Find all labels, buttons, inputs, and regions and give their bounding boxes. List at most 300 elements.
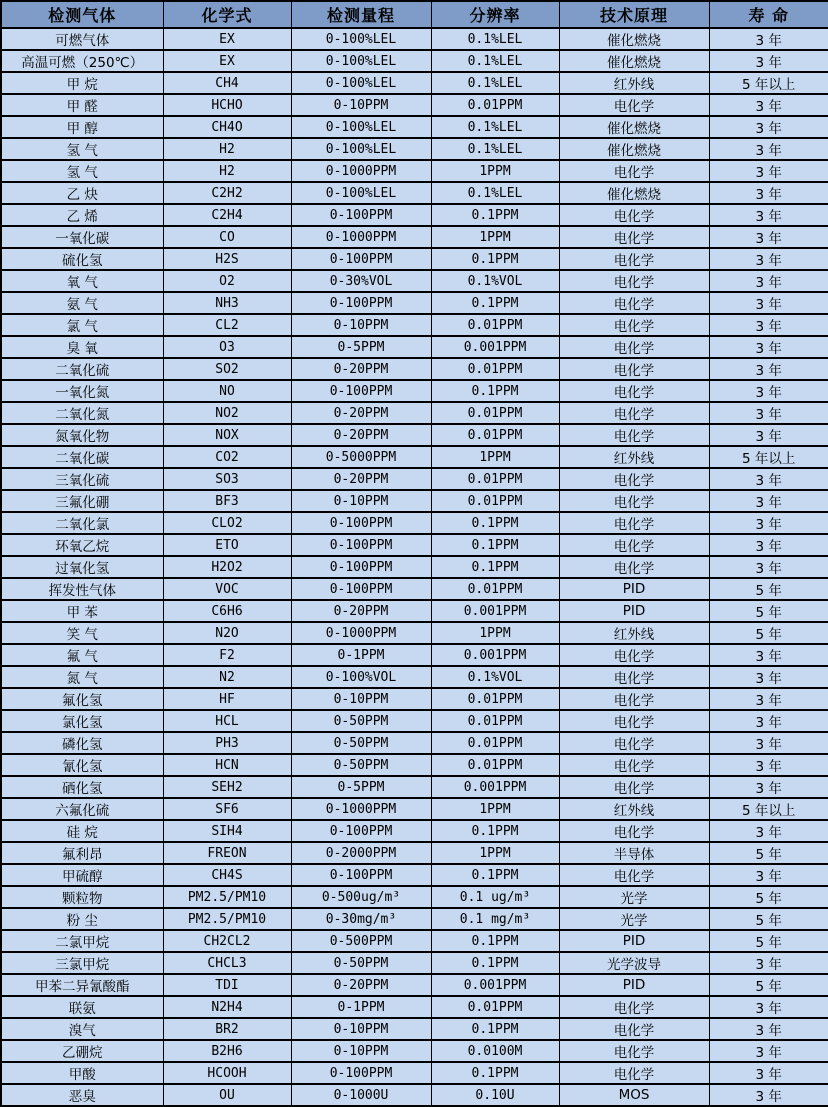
table-cell: C6H6	[163, 600, 291, 622]
table-row	[1, 292, 828, 314]
table-row	[1, 402, 828, 424]
table-cell: 0-100PPM	[291, 512, 431, 534]
table-cell: 氮 气	[1, 666, 163, 688]
table-cell: 氟利昂	[1, 842, 163, 864]
table-cell: 电化学	[559, 556, 709, 578]
table-cell: 3 年	[709, 380, 828, 402]
table-cell: SO2	[163, 358, 291, 380]
table-row	[1, 732, 828, 754]
table-body	[1, 28, 828, 1106]
table-cell: 3 年	[709, 666, 828, 688]
table-cell: 光学波导	[559, 952, 709, 974]
table-cell: 0.1PPM	[431, 952, 559, 974]
table-cell: 0.1%VOL	[431, 270, 559, 292]
table-cell: 过氧化氢	[1, 556, 163, 578]
table-cell: 3 年	[709, 314, 828, 336]
table-cell: 磷化氢	[1, 732, 163, 754]
table-cell: 催化燃烧	[559, 28, 709, 50]
table-cell: 3 年	[709, 424, 828, 446]
table-cell: 0.1PPM	[431, 534, 559, 556]
table-row	[1, 886, 828, 908]
table-cell: F2	[163, 644, 291, 666]
table-cell: 氯 气	[1, 314, 163, 336]
table-cell: 溴气	[1, 1018, 163, 1040]
table-cell: 0-1000PPM	[291, 798, 431, 820]
table-cell: 二氧化碳	[1, 446, 163, 468]
table-cell: 0-100%LEL	[291, 116, 431, 138]
table-cell: 甲 苯	[1, 600, 163, 622]
table-cell: 3 年	[709, 490, 828, 512]
table-cell: 氮氧化物	[1, 424, 163, 446]
table-row	[1, 50, 828, 72]
table-cell: 电化学	[559, 424, 709, 446]
table-cell: 5 年以上	[709, 798, 828, 820]
table-cell: 0-20PPM	[291, 424, 431, 446]
table-row	[1, 270, 828, 292]
table-cell: FREON	[163, 842, 291, 864]
table-cell: 3 年	[709, 292, 828, 314]
table-cell: 乙 烯	[1, 204, 163, 226]
table-row	[1, 974, 828, 996]
table-row	[1, 798, 828, 820]
table-cell: 3 年	[709, 556, 828, 578]
table-cell: 0-30%VOL	[291, 270, 431, 292]
table-cell: 0.1PPM	[431, 380, 559, 402]
table-cell: 0-100%LEL	[291, 72, 431, 94]
table-cell: 二氯甲烷	[1, 930, 163, 952]
table-cell: 0.1%LEL	[431, 72, 559, 94]
table-cell: 0-100%LEL	[291, 28, 431, 50]
table-cell: 3 年	[709, 336, 828, 358]
table-cell: 0-50PPM	[291, 732, 431, 754]
table-cell: 5 年以上	[709, 446, 828, 468]
table-row	[1, 490, 828, 512]
table-cell: 硅 烷	[1, 820, 163, 842]
table-cell: 电化学	[559, 358, 709, 380]
table-row	[1, 622, 828, 644]
table-cell: NO2	[163, 402, 291, 424]
table-row	[1, 556, 828, 578]
table-cell: 0.01PPM	[431, 578, 559, 600]
table-cell: 3 年	[709, 754, 828, 776]
table-cell: O2	[163, 270, 291, 292]
table-cell: 0-100%VOL	[291, 666, 431, 688]
table-row	[1, 754, 828, 776]
table-row	[1, 864, 828, 886]
table-cell: 光学	[559, 886, 709, 908]
table-row	[1, 776, 828, 798]
table-row	[1, 996, 828, 1018]
table-cell: 3 年	[709, 226, 828, 248]
table-row	[1, 226, 828, 248]
table-cell: 0.1PPM	[431, 930, 559, 952]
table-cell: 氢 气	[1, 160, 163, 182]
table-row	[1, 380, 828, 402]
table-cell: 0.1PPM	[431, 556, 559, 578]
table-cell: 0-1000U	[291, 1084, 431, 1106]
table-cell: H2O2	[163, 556, 291, 578]
table-cell: 电化学	[559, 248, 709, 270]
table-cell: 0-100PPM	[291, 248, 431, 270]
table-cell: 电化学	[559, 776, 709, 798]
table-row	[1, 204, 828, 226]
table-cell: N2O	[163, 622, 291, 644]
table-cell: 0.1PPM	[431, 292, 559, 314]
table-cell: 3 年	[709, 820, 828, 842]
table-cell: 5 年以上	[709, 72, 828, 94]
table-cell: 催化燃烧	[559, 50, 709, 72]
table-cell: HCOOH	[163, 1062, 291, 1084]
table-cell: 0-20PPM	[291, 600, 431, 622]
table-cell: 3 年	[709, 996, 828, 1018]
table-cell: 0-10PPM	[291, 490, 431, 512]
table-row	[1, 116, 828, 138]
table-cell: 0.1PPM	[431, 1018, 559, 1040]
table-cell: 0.001PPM	[431, 644, 559, 666]
table-cell: 3 年	[709, 160, 828, 182]
table-cell: 三氧化硫	[1, 468, 163, 490]
table-cell: 0.01PPM	[431, 468, 559, 490]
table-cell: 甲 醛	[1, 94, 163, 116]
table-cell: 笑 气	[1, 622, 163, 644]
header-cell-2: 检测量程	[291, 1, 431, 28]
table-cell: 3 年	[709, 182, 828, 204]
table-cell: OU	[163, 1084, 291, 1106]
table-cell: 0-20PPM	[291, 974, 431, 996]
table-cell: 电化学	[559, 1018, 709, 1040]
table-cell: 0.01PPM	[431, 754, 559, 776]
table-cell: ETO	[163, 534, 291, 556]
table-cell: 1PPM	[431, 798, 559, 820]
table-cell: CLO2	[163, 512, 291, 534]
table-cell: 0.10U	[431, 1084, 559, 1106]
table-cell: 3 年	[709, 94, 828, 116]
table-cell: 3 年	[709, 204, 828, 226]
table-cell: 1PPM	[431, 622, 559, 644]
table-cell: BF3	[163, 490, 291, 512]
table-cell: 氯化氢	[1, 710, 163, 732]
table-cell: 0.1%LEL	[431, 138, 559, 160]
table-cell: HCL	[163, 710, 291, 732]
table-row	[1, 710, 828, 732]
table-cell: 5 年	[709, 578, 828, 600]
table-cell: 红外线	[559, 622, 709, 644]
table-cell: 5 年	[709, 886, 828, 908]
table-cell: 一氧化碳	[1, 226, 163, 248]
table-cell: 0.1%LEL	[431, 50, 559, 72]
table-cell: 二氧化氮	[1, 402, 163, 424]
table-cell: 0.0100M	[431, 1040, 559, 1062]
table-cell: 电化学	[559, 160, 709, 182]
table-cell: 甲硫醇	[1, 864, 163, 886]
table-cell: 0.01PPM	[431, 424, 559, 446]
table-cell: 0-10PPM	[291, 1040, 431, 1062]
table-cell: 电化学	[559, 204, 709, 226]
table-cell: 0-100%LEL	[291, 138, 431, 160]
table-cell: 电化学	[559, 666, 709, 688]
table-cell: 电化学	[559, 380, 709, 402]
table-cell: 0-100PPM	[291, 556, 431, 578]
table-cell: 挥发性气体	[1, 578, 163, 600]
table-cell: 3 年	[709, 248, 828, 270]
table-cell: 3 年	[709, 776, 828, 798]
table-cell: 3 年	[709, 1084, 828, 1106]
table-row	[1, 182, 828, 204]
table-cell: 0.01PPM	[431, 688, 559, 710]
table-cell: 0.01PPM	[431, 996, 559, 1018]
table-row	[1, 28, 828, 50]
table-cell: 0.01PPM	[431, 490, 559, 512]
table-cell: 0.1%LEL	[431, 182, 559, 204]
table-cell: 0-100PPM	[291, 864, 431, 886]
table-cell: C2H4	[163, 204, 291, 226]
table-cell: 1PPM	[431, 842, 559, 864]
table-cell: TDI	[163, 974, 291, 996]
table-cell: 0-100PPM	[291, 204, 431, 226]
table-cell: 氟 气	[1, 644, 163, 666]
header-cell-5: 寿 命	[709, 1, 828, 28]
table-cell: 5 年	[709, 930, 828, 952]
table-cell: 0.1PPM	[431, 512, 559, 534]
table-cell: N2	[163, 666, 291, 688]
table-cell: SEH2	[163, 776, 291, 798]
table-cell: 乙 炔	[1, 182, 163, 204]
table-cell: 电化学	[559, 644, 709, 666]
table-cell: 0-30mg/m³	[291, 908, 431, 930]
table-cell: PID	[559, 930, 709, 952]
table-cell: PM2.5/PM10	[163, 886, 291, 908]
table-cell: 3 年	[709, 710, 828, 732]
table-cell: 5 年	[709, 908, 828, 930]
table-cell: 0.01PPM	[431, 710, 559, 732]
table-cell: 0-10PPM	[291, 314, 431, 336]
table-header	[1, 1, 828, 28]
table-cell: 5 年	[709, 974, 828, 996]
table-cell: 3 年	[709, 28, 828, 50]
table-cell: 电化学	[559, 754, 709, 776]
table-cell: 0-1000PPM	[291, 160, 431, 182]
table-row	[1, 358, 828, 380]
table-cell: SF6	[163, 798, 291, 820]
table-cell: 3 年	[709, 50, 828, 72]
table-cell: PID	[559, 974, 709, 996]
table-cell: 3 年	[709, 952, 828, 974]
table-cell: 氢 气	[1, 138, 163, 160]
table-cell: 电化学	[559, 292, 709, 314]
table-cell: 可燃气体	[1, 28, 163, 50]
table-cell: 0-100PPM	[291, 380, 431, 402]
table-cell: 0-1PPM	[291, 644, 431, 666]
table-cell: 甲苯二异氰酸酯	[1, 974, 163, 996]
table-cell: N2H4	[163, 996, 291, 1018]
table-cell: 5 年	[709, 842, 828, 864]
table-row	[1, 314, 828, 336]
table-cell: 3 年	[709, 358, 828, 380]
table-cell: 3 年	[709, 1040, 828, 1062]
table-cell: 5 年	[709, 622, 828, 644]
table-cell: 臭 氧	[1, 336, 163, 358]
table-row	[1, 248, 828, 270]
table-cell: 0-100PPM	[291, 820, 431, 842]
table-cell: 0.01PPM	[431, 314, 559, 336]
table-cell: 0-5PPM	[291, 336, 431, 358]
table-cell: 0-2000PPM	[291, 842, 431, 864]
table-cell: 0.1PPM	[431, 248, 559, 270]
table-row	[1, 94, 828, 116]
header-cell-1: 化学式	[163, 1, 291, 28]
table-row	[1, 688, 828, 710]
header-cell-0: 检测气体	[1, 1, 163, 28]
table-cell: 甲 醇	[1, 116, 163, 138]
table-cell: CH2CL2	[163, 930, 291, 952]
table-cell: 0.01PPM	[431, 732, 559, 754]
table-cell: 乙硼烷	[1, 1040, 163, 1062]
table-cell: 半导体	[559, 842, 709, 864]
table-cell: O3	[163, 336, 291, 358]
table-cell: 0-100PPM	[291, 534, 431, 556]
table-cell: CH4S	[163, 864, 291, 886]
table-row	[1, 446, 828, 468]
table-row	[1, 534, 828, 556]
table-row	[1, 1084, 828, 1106]
table-row	[1, 1040, 828, 1062]
table-cell: 0-20PPM	[291, 358, 431, 380]
table-cell: 0-1000PPM	[291, 622, 431, 644]
table-cell: 红外线	[559, 72, 709, 94]
table-cell: 0-100PPM	[291, 1062, 431, 1084]
table-cell: 一氧化氮	[1, 380, 163, 402]
table-cell: 氨 气	[1, 292, 163, 314]
table-cell: 0-20PPM	[291, 402, 431, 424]
table-cell: 0-100PPM	[291, 292, 431, 314]
table-cell: 0.1%VOL	[431, 666, 559, 688]
table-cell: 3 年	[709, 116, 828, 138]
table-cell: 0-1PPM	[291, 996, 431, 1018]
table-row	[1, 512, 828, 534]
table-cell: BR2	[163, 1018, 291, 1040]
table-cell: 0-500PPM	[291, 930, 431, 952]
table-cell: 催化燃烧	[559, 116, 709, 138]
table-cell: 0.1PPM	[431, 1062, 559, 1084]
table-cell: 氟化氢	[1, 688, 163, 710]
table-cell: 甲 烷	[1, 72, 163, 94]
table-cell: 0-10PPM	[291, 688, 431, 710]
table-cell: 电化学	[559, 402, 709, 424]
table-cell: 氰化氢	[1, 754, 163, 776]
table-cell: NOX	[163, 424, 291, 446]
table-row	[1, 644, 828, 666]
table-cell: 0.1%LEL	[431, 116, 559, 138]
table-row	[1, 930, 828, 952]
table-row	[1, 666, 828, 688]
header-cell-4: 技术原理	[559, 1, 709, 28]
table-cell: PH3	[163, 732, 291, 754]
table-cell: 5 年	[709, 600, 828, 622]
table-cell: C2H2	[163, 182, 291, 204]
table-cell: SO3	[163, 468, 291, 490]
table-cell: EX	[163, 28, 291, 50]
table-cell: 0.001PPM	[431, 776, 559, 798]
table-cell: 3 年	[709, 1018, 828, 1040]
table-row	[1, 600, 828, 622]
table-cell: NH3	[163, 292, 291, 314]
table-cell: 0-50PPM	[291, 754, 431, 776]
table-cell: 甲酸	[1, 1062, 163, 1084]
table-cell: 0-100PPM	[291, 578, 431, 600]
table-cell: 0-100%LEL	[291, 50, 431, 72]
table-row	[1, 1062, 828, 1084]
table-cell: 二氧化硫	[1, 358, 163, 380]
table-cell: 0.001PPM	[431, 600, 559, 622]
table-cell: 3 年	[709, 270, 828, 292]
header-row	[1, 1, 828, 28]
table-cell: PM2.5/PM10	[163, 908, 291, 930]
table-cell: 0-50PPM	[291, 710, 431, 732]
table-cell: 0-100%LEL	[291, 182, 431, 204]
table-cell: 3 年	[709, 402, 828, 424]
table-cell: 0.01PPM	[431, 358, 559, 380]
table-cell: 0-50PPM	[291, 952, 431, 974]
table-cell: H2	[163, 138, 291, 160]
table-cell: 颗粒物	[1, 886, 163, 908]
table-cell: 硒化氢	[1, 776, 163, 798]
table-cell: 3 年	[709, 688, 828, 710]
table-cell: 粉 尘	[1, 908, 163, 930]
table-cell: 0.1PPM	[431, 820, 559, 842]
table-cell: 联氨	[1, 996, 163, 1018]
table-cell: 3 年	[709, 138, 828, 160]
table-cell: HCHO	[163, 94, 291, 116]
table-cell: 3 年	[709, 534, 828, 556]
table-cell: 电化学	[559, 732, 709, 754]
table-row	[1, 820, 828, 842]
table-cell: 光学	[559, 908, 709, 930]
table-row	[1, 1018, 828, 1040]
table-cell: 电化学	[559, 314, 709, 336]
table-cell: 六氟化硫	[1, 798, 163, 820]
table-cell: 0.01PPM	[431, 94, 559, 116]
table-cell: 1PPM	[431, 446, 559, 468]
table-cell: 电化学	[559, 468, 709, 490]
table-cell: 电化学	[559, 534, 709, 556]
table-cell: 0.1%LEL	[431, 28, 559, 50]
table-cell: 电化学	[559, 1040, 709, 1062]
table-cell: 0.01PPM	[431, 402, 559, 424]
table-cell: H2	[163, 160, 291, 182]
table-cell: B2H6	[163, 1040, 291, 1062]
table-row	[1, 336, 828, 358]
table-cell: NO	[163, 380, 291, 402]
table-cell: 0.1 mg/m³	[431, 908, 559, 930]
table-row	[1, 952, 828, 974]
table-cell: 电化学	[559, 1062, 709, 1084]
table-cell: 0.1PPM	[431, 204, 559, 226]
table-cell: PID	[559, 578, 709, 600]
table-row	[1, 424, 828, 446]
table-cell: 3 年	[709, 512, 828, 534]
table-cell: 0-1000PPM	[291, 226, 431, 248]
table-cell: 电化学	[559, 864, 709, 886]
table-cell: 高温可燃（250℃）	[1, 50, 163, 72]
table-cell: CHCL3	[163, 952, 291, 974]
table-cell: SIH4	[163, 820, 291, 842]
table-cell: 二氧化氯	[1, 512, 163, 534]
table-cell: 三氟化硼	[1, 490, 163, 512]
table-cell: CH4	[163, 72, 291, 94]
table-cell: 红外线	[559, 446, 709, 468]
table-cell: 0.001PPM	[431, 974, 559, 996]
table-cell: 3 年	[709, 864, 828, 886]
